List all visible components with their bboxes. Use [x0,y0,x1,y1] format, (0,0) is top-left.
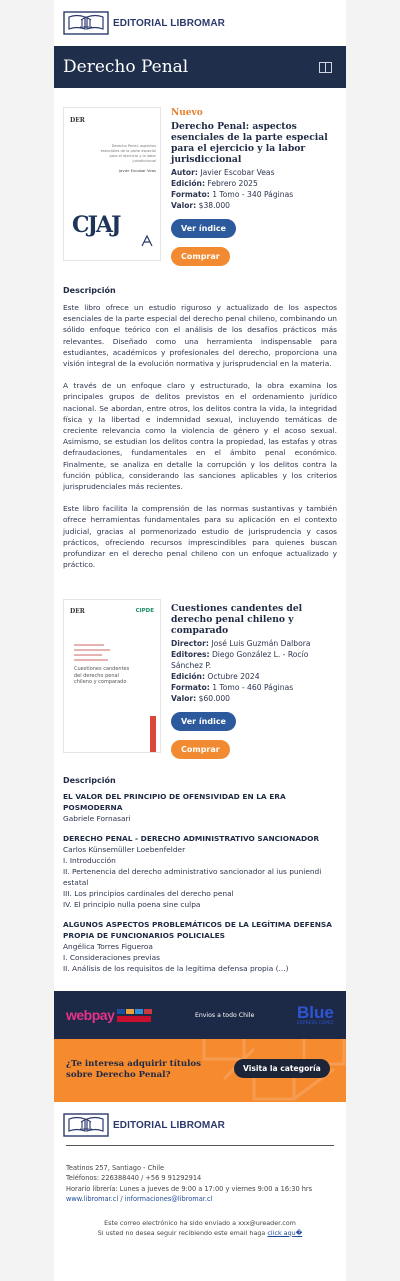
view-index-button[interactable]: Ver índice [171,219,236,238]
footer-logo[interactable] [54,1107,346,1143]
book-cover-image[interactable] [63,599,161,753]
toc-line: I. Consideraciones previas [63,953,160,963]
unsubscribe-link[interactable]: click aqu� [267,1228,303,1237]
cover-monogram: CJAJ [72,212,120,238]
edition-value: Febrero 2025 [207,179,258,188]
edition-label: Edición: [171,179,205,188]
link-separator: / [118,1195,125,1204]
price-value: $38.000 [198,201,231,210]
description-paragraph: Este libro facilita la comprensión de las normas sustantivas y también ofrece herramientas fundamentales para su aplicación en el contexto judicial, gracias al pormenorizado estudio de jurisprudencia y casos prácticos, ofreciendo recursos imprescindibles para quienes buscan profundizar en el derecho penal chileno con un enfoque actualizado y práctico. [63,504,337,570]
email-link[interactable]: informaciones@libromar.cl [124,1195,213,1204]
cover-logo: CIPDE [135,608,154,615]
format-value: 1 Tomo - 460 Páginas [212,683,294,693]
website-link[interactable]: www.libromar.cl [66,1195,119,1204]
libromar-logo-icon [63,11,109,35]
editors-value: Diego González L. - Rocío Sánchez P. [171,650,309,671]
cover-subtitle: Derecho Penal: aspectos esenciales de la parte especial para el ejercicio y la labor jurisdiccional [100,144,156,163]
toc-line: IV. El principio nulla poena sine culpa [63,900,201,910]
format-label: Formato: [171,683,210,693]
brand-name: EDITORIAL LIBROMAR [113,1119,225,1131]
webpay-text: webpay [66,1007,115,1023]
footer [54,1102,346,1238]
promo-question: ¿Te interesa adquirir títulos sobre Derecho Penal? [66,1059,201,1080]
description-heading: Descripción [63,286,116,295]
book-icon [319,62,332,73]
card-brands-icon [117,1009,152,1022]
price-label: Valor: [171,694,197,704]
unsubscribe-note [54,1218,346,1238]
blue-express-text: Blue [296,1003,334,1022]
cover-spine-stripe [150,716,156,752]
toc-line: Carlos Künsemüller Loebenfelder [63,845,186,855]
new-badge: Nuevo [171,108,203,118]
book-title[interactable]: Derecho Penal: aspectos esenciales de la parte especial para el ejercicio y la labor jurisdiccional [171,121,328,165]
director-value: José Luis Guzmán Dalbora [211,639,311,649]
description-paragraph: Este libro ofrece un estudio riguroso y actualizado de los aspectos esenciales de la parte especial del derecho penal chileno, combinando un sólido enfoque teórico con el análisis de los desafíos prácticos más relevantes. Diseñado como una herramienta indispensable para estudiantes, académicos y profesionales del derecho, proporciona una visión integral de la evolución normativa y jurisprudencial en la materia. [63,303,337,369]
libromar-logo-icon [63,1113,109,1137]
hours-text: Horario librería: Lunes a jueves de 9:00 a 17:00 y viernes 9:00 a 16:30 hrs [66,1184,313,1193]
toc-heading: ALGUNOS ASPECTOS PROBLEMÁTICOS DE LA LEGÍTIMA DEFENSA PROPIA DE FUNCIONARIOS POLICIALES [63,920,332,941]
description-paragraph: A través de un enfoque claro y estructurado, la obra examina los principales grupos de delitos previstos en el ordenamiento jurídico nacional. Se abordan, entre otros, los delitos contra la vida, la integridad física y la libertad e indemnidad sexual, incluyendo temáticas de creciente relevancia como la violencia de género y el acoso sexual. Asimismo, se estudian los delitos contra la propiedad, las estafas y otras defraudaciones, fundamentales en el ámbito penal económico. Finalmente, se analiza en detalle la corrupción y los delitos contra la función pública, considerando las sanciones aplicables y los criterios jurisprudenciales más recientes. [63,381,337,492]
category-promo-banner [54,1039,346,1102]
cover-author: Javier Escobar Veas [118,168,156,173]
shipping-text: Envios a todo Chile [194,1011,255,1019]
blue-express-logo [297,1004,334,1026]
author-label: Autor: [171,168,198,177]
book-title[interactable]: Cuestiones candentes del derecho penal chileno y comparado [171,603,303,637]
toc-line: Gabriele Fornasari [63,814,131,824]
author-value: Javier Escobar Veas [200,168,275,177]
table-of-contents [54,791,346,974]
buy-button[interactable]: Comprar [171,740,230,759]
book-meta [171,167,337,211]
footer-divider [66,1145,334,1146]
payment-shipping-banner [54,991,346,1039]
page-title: Derecho Penal [63,57,189,77]
cover-contents [74,644,114,661]
price-value: $60.000 [198,694,231,704]
toc-line: Angélica Torres Figueroa [63,942,153,952]
book-info [171,107,337,266]
toc-heading: EL VALOR DEL PRINCIPIO DE OFENSIVIDAD EN LA ERA POSMODERNA [63,792,286,813]
book-card [54,588,346,759]
cover-publisher: DER [70,117,85,124]
toc-heading: DERECHO PENAL - DERECHO ADMINISTRATIVO SANCIONADOR [63,834,320,844]
book-card [54,96,346,266]
title-bar [54,46,346,88]
format-label: Formato: [171,190,210,199]
email-container [54,0,346,1281]
blue-express-subtext: EXPRESS COPEC [296,1021,334,1026]
description-heading: Descripción [63,776,116,786]
toc-line: III. Los principios cardinales del derecho penal [63,889,234,899]
cover-publisher: DER [70,608,85,616]
webpay-logo [66,1007,152,1023]
book-meta [171,638,337,704]
director-label: Director: [171,639,209,649]
toc-line: II. Pertenencia del derecho administrativo sancionador al ius puniendi estatal [63,867,322,888]
brand-name: EDITORIAL LIBROMAR [113,17,225,29]
phones-text: Teléfonos: 226388440 / +56 9 91292914 [66,1174,202,1183]
cover-emblem-icon [140,234,154,248]
buy-button[interactable]: Comprar [171,247,230,266]
editors-label: Editores: [171,650,210,660]
edition-value: Octubre 2024 [207,672,260,682]
view-index-button[interactable]: Ver índice [171,712,236,731]
sent-to-text: Este correo electrónico ha sido enviado a xxx@ureader.com [104,1218,296,1227]
price-label: Valor: [171,201,197,210]
edition-label: Edición: [171,672,205,682]
book-cover-image[interactable] [63,107,161,261]
contact-info [54,1163,346,1205]
toc-line: II. Análisis de los requisitos de la legítima defensa propia (...) [63,964,289,974]
format-value: 1 Tomo - 340 Páginas [212,190,294,199]
header-logo[interactable] [54,0,346,46]
cover-subtitle: Cuestiones candentes del derecho penal chileno y comparado [74,666,130,686]
toc-line: I. Introducción [63,856,116,866]
address-text: Teatinos 257, Santiago - Chile [66,1164,165,1172]
visit-category-button[interactable]: Visita la categoría [234,1059,330,1078]
book-info [171,599,337,759]
unsubscribe-text: Si usted no desea seguir recibiendo este email haga [97,1228,268,1237]
